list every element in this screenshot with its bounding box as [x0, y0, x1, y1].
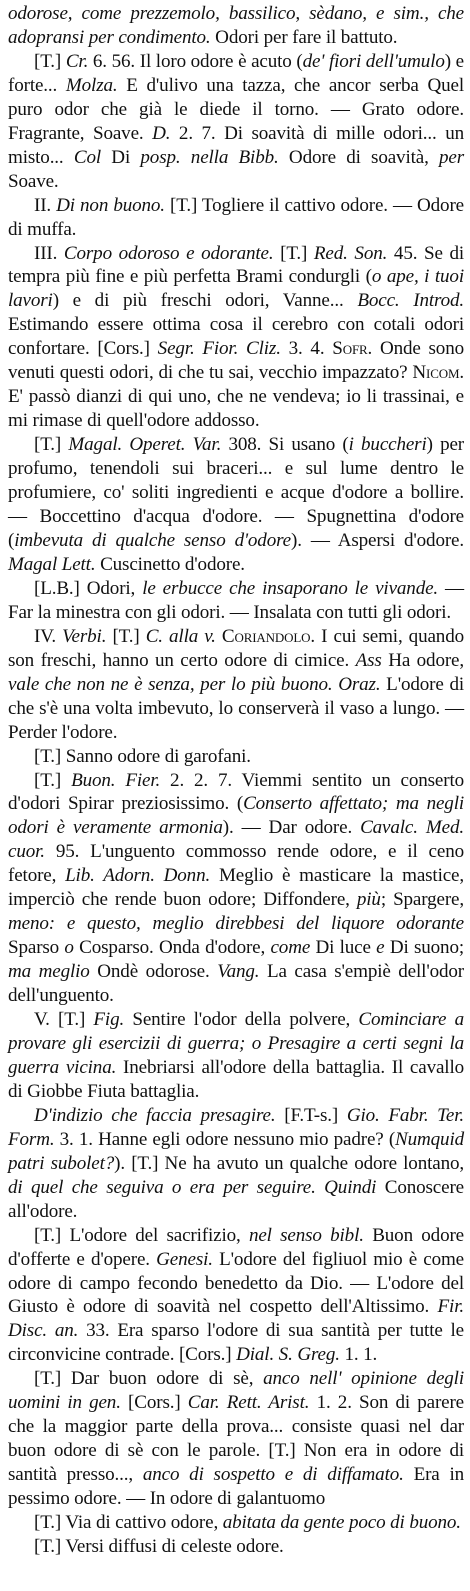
entry-paragraph — [8, 1367, 464, 1511]
italic-run: de' fiori dell'umulo — [302, 50, 445, 72]
text-run: 308. Si usano ( — [221, 434, 349, 456]
text-run: Odore di soavità, — [278, 146, 439, 168]
text-run: Sparso — [8, 937, 65, 959]
italic-run: Vang. — [217, 961, 260, 983]
entry-paragraph — [8, 1535, 464, 1559]
italic-run: Ass — [355, 649, 382, 671]
italic-run: anco nell' opinione degli uomini in gen. — [8, 1368, 464, 1414]
italic-run: le erbucce che insaporano le vivande. — [142, 577, 439, 599]
smallcaps-run: Nicom. — [412, 362, 464, 384]
italic-run: Genesi. — [156, 1248, 213, 1270]
italic-run: come — [270, 937, 311, 959]
text-run: [Cors.] — [120, 1392, 188, 1414]
text-run: La casa s'empiè dell'odor dell'unguento. — [8, 961, 465, 1007]
text-run: 2. 7. Di soavità di mille odori... un misto... — [8, 122, 464, 168]
text-run: [T.] — [34, 434, 69, 456]
text-run: Soave. — [8, 170, 59, 192]
italic-run: odorose, come prezzemolo, bassilico, sèdano, e sim., che adopransi per condimento. — [8, 3, 464, 48]
text-run: L'odore di che s'è una volta imbevuto, lo conserverà il vaso a lungo. — Perder l'odore. — [8, 673, 464, 743]
entry-paragraph — [8, 1224, 464, 1368]
text-run: I cui semi, quando son freschi, hanno un certo odore di cimice. — [8, 625, 464, 671]
text-run: II. — [34, 194, 57, 216]
text-run: ) per profumo, tenendoli sui braceri... e sul lume dentro le profumiere, co' soliti ingredienti e acque d'odore a bollire. — Boccettino d'acqua d'odore. — Spugnettina d'odore ( — [8, 434, 465, 551]
italic-run: e — [376, 937, 385, 959]
text-run: [L.B.] Odori, — [34, 577, 143, 599]
text-run: Buon odore d'offerte e d'opere. — [8, 1224, 465, 1270]
italic-run: di quel che seguiva o era per seguire. Quindi — [8, 1176, 377, 1198]
text-run: Di suono; — [384, 937, 464, 959]
italic-run: imbevuta di qualche senso d'odore — [14, 529, 291, 551]
text-run: [F.T-s.] — [275, 1104, 347, 1126]
text-run: 3. 4. — [280, 338, 333, 360]
text-run: [T.] Dar buon odore di sè, — [34, 1368, 264, 1390]
text-run: [T.] — [273, 242, 314, 264]
text-run: ). [T.] Ne ha avuto un qualche odore lontano, — [114, 1152, 464, 1174]
entry-paragraph — [8, 2, 464, 50]
italic-run: Verbi. — [62, 625, 107, 647]
text-run: Sentire l'odor della polvere, — [124, 1009, 359, 1031]
italic-run: anco di sospetto e di diffamato. — [142, 1464, 404, 1486]
entry-paragraph — [8, 1104, 464, 1224]
italic-run: Fig. — [93, 1009, 125, 1031]
italic-run: Col — [73, 146, 101, 168]
entry-paragraph — [8, 194, 464, 242]
text-run: E d'ulivo una tazza, che ancor serba Quel puro odor che già le diede il torno. — Grato odore. Fragrante, Soave. — [8, 74, 464, 144]
text-run: ; Spargere, — [380, 889, 464, 911]
text-run: [T.] Togliere il cattivo odore. — Odore di muffa. — [8, 194, 464, 240]
text-run: [T.] Via di cattivo odore, — [34, 1512, 223, 1534]
italic-run: Cavalc. Med. cuor. — [8, 817, 464, 863]
italic-run: Cr. — [65, 50, 89, 72]
italic-run: Cominciare a provare gli esercizii di guerra; o Presagire a certi segni la guerra vicina. — [8, 1009, 464, 1078]
entry-paragraph — [8, 769, 464, 1009]
text-run: — Far la minestra con gli odori. — Insalata con tutti gli odori. — [8, 577, 464, 623]
text-run: [T.] — [34, 50, 66, 72]
italic-run: Magal. Operet. Var. — [68, 434, 222, 456]
text-run: 6. 56. Il loro odore è acuto ( — [88, 50, 303, 72]
italic-run: o ape, i tuoi lavori — [8, 266, 464, 312]
entry-paragraph — [8, 577, 464, 625]
italic-run: abitata da gente poco di buono. — [222, 1512, 461, 1534]
text-run: 1. 2. Son di parere che la maggior parte della prova... consiste quasi nel dar buon odore di sè con le parole. [T.] Non era in odore di santità presso..., — [8, 1392, 465, 1486]
text-run: III. — [34, 242, 64, 264]
text-run: [T.] — [106, 625, 146, 647]
italic-run: Gio. Fabr. Ter. Form. — [8, 1104, 464, 1150]
text-run: Ha odore, — [381, 649, 464, 671]
text-run: 45. Se di tempra più fine e più perfetta Brami condurgli ( — [8, 242, 464, 288]
text-run: [T.] Versi diffusi di celeste odore. — [34, 1536, 284, 1557]
text-run: Era in pessimo odore. — In odore di galantuomo — [8, 1464, 464, 1510]
text-run: [T.] L'odore del sacrifizio, — [34, 1224, 249, 1246]
italic-run: Buon. Fier. — [71, 769, 161, 791]
italic-run: Car. Rett. Arist. — [187, 1392, 310, 1414]
italic-run: vale che non ne è senza, per lo più buono. Oraz. — [8, 673, 381, 695]
text-run: [T.] Sanno odore di garofani. — [34, 745, 251, 767]
italic-run: Numquid patri subolet? — [8, 1128, 464, 1174]
italic-run: o — [64, 937, 74, 959]
entry-paragraph — [8, 1008, 464, 1104]
text-run: Cosparso. Onda d'odore, — [73, 937, 271, 959]
text-run: IV. — [34, 625, 63, 647]
italic-run: i buccheri — [348, 434, 427, 456]
text-run: Inebriarsi all'odore della battaglia. Il cavallo di Giobbe Fiuta battaglia. — [8, 1056, 465, 1102]
italic-run: Magal Lett. — [8, 553, 96, 575]
text-run: Ondè odorose. — [89, 961, 218, 983]
italic-run: Bocc. Introd. — [357, 290, 464, 312]
text-run: ). — Aspersi d'odore. — [291, 529, 464, 551]
italic-run: nel senso bibl. — [248, 1224, 364, 1246]
entry-paragraph — [8, 242, 464, 434]
text-run: ) e forte... — [8, 50, 464, 96]
entry-paragraph — [8, 1511, 464, 1535]
text-run: [T.] — [34, 769, 72, 791]
italic-run: posp. nella Bibb. — [140, 146, 279, 168]
italic-run: meno: e questo, meglio direbbesi del liquore odorante — [8, 913, 464, 935]
text-run: Di luce — [310, 937, 377, 959]
text-run: Estimando essere ottima cosa il cerebro con cotali odori confortare. [Cors.] — [8, 314, 464, 360]
italic-run: ma meglio — [8, 961, 90, 983]
text-run: Odori per fare il battuto. — [210, 26, 398, 48]
text-run: Conoscere all'odore. — [8, 1176, 464, 1222]
text-run: Onde sono venuti questi odori, di che tu sai, vecchio impazzato? — [8, 338, 464, 384]
italic-run: Red. Son. — [313, 242, 388, 264]
text-run: 1. 1. — [339, 1344, 378, 1366]
italic-run: C. alla v. — [145, 625, 216, 647]
italic-run: Lib. Adorn. Donn. — [65, 865, 211, 887]
italic-run: Fir. Disc. an. — [8, 1296, 464, 1342]
text-run: ) e di più freschi odori, Vanne... — [52, 290, 358, 312]
italic-run: Dial. S. Greg. — [236, 1344, 340, 1366]
text-run: Di — [101, 146, 141, 168]
entry-paragraph — [8, 745, 464, 769]
smallcaps-run: Sofr. — [332, 338, 373, 360]
italic-run: per — [439, 146, 465, 168]
italic-run: D'indizio che faccia presagire. — [34, 1104, 276, 1126]
italic-run: Di non buono. — [56, 194, 165, 216]
italic-run: Segr. Fior. Cliz. — [157, 338, 281, 360]
italic-run: Conserto affettato; ma negli odori è veramente armonia — [8, 793, 465, 839]
text-run: 3. 1. Hanne egli odore nessuno mio padre? ( — [54, 1128, 396, 1150]
text-run: Cuscinetto d'odore. — [95, 553, 245, 575]
text-run: ). — Dar odore. — [222, 817, 361, 839]
entry-paragraph — [8, 433, 464, 577]
italic-run: Corpo odoroso e odorante. — [63, 242, 274, 264]
text-run: 2. 2. 7. Viemmi sentito un conserto d'odori Spirar preziosissimo. ( — [8, 769, 465, 815]
entry-paragraph — [8, 50, 464, 194]
text-run: Meglio è masticare la mastice, imperciò che rende buon odore; Diffondere, — [8, 865, 465, 911]
text-run: L'odore del figliuol mio è come odore di campo fecondo benedetto da Dio. — L'odore del Giusto è odore di soavità nel cospetto dell'Altissimo. — [8, 1248, 464, 1318]
text-run: 95. L'unguento commosso rende odore, e il ceno fetore, — [8, 841, 464, 887]
entry-paragraph — [8, 625, 464, 745]
smallcaps-run: Coriandolo. — [221, 625, 316, 647]
text-run: E' passò dianzi di qui uno, che ne vendeva; io li trassinai, e mi rimase di quell'odore addosso. — [8, 386, 464, 432]
text-run: 33. Era sparso l'odore di sua santità per tutte le circonvicine contrade. [Cors.] — [8, 1320, 464, 1366]
italic-run: Molza. — [65, 74, 118, 96]
text-run: V. [T.] — [34, 1009, 94, 1031]
italic-run: D. — [152, 122, 171, 144]
italic-run: più — [356, 889, 381, 911]
